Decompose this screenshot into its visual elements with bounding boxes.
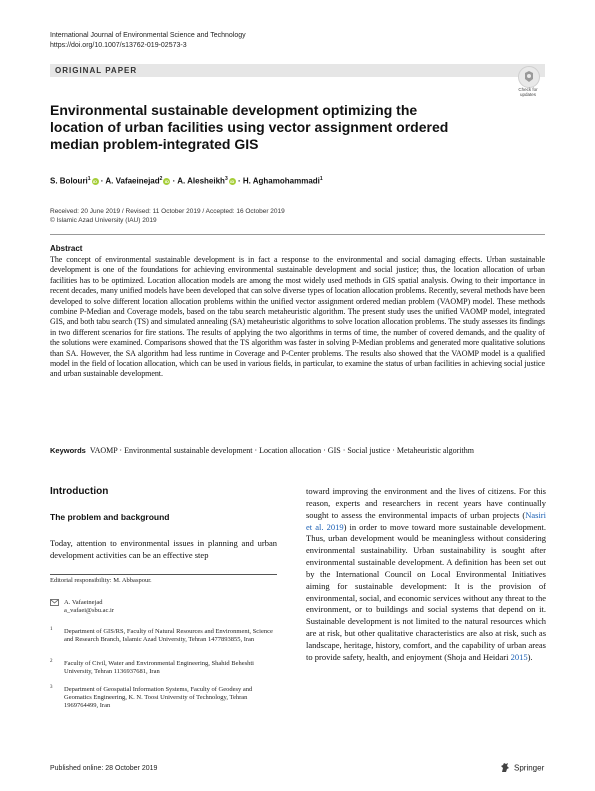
divider <box>50 234 545 235</box>
affiliation-number: 3 <box>50 685 53 690</box>
affiliation-number: 1 <box>50 627 53 632</box>
intro-paragraph: Today, attention to environmental issues in planning and urban development activities can be an effective step <box>50 538 277 560</box>
intro-paragraph-continued <box>306 486 546 664</box>
footnote-divider <box>50 574 277 575</box>
section-heading-introduction: Introduction <box>50 486 109 497</box>
body-text: toward improving the environment and the lives of citizens. For this reason, experts and researchers in recent years have continually sought to assess the environmental impacts of urban projects ( <box>306 486 546 520</box>
keywords-label: Keywords <box>50 446 86 455</box>
badge-label: Check for updates <box>518 87 538 97</box>
author-affiliation-mark: 2 <box>159 176 163 182</box>
springer-horse-icon <box>500 762 510 775</box>
copyright-line: © Islamic Azad University (IAU) 2019 <box>50 217 157 224</box>
publisher-logo[interactable] <box>500 762 544 775</box>
doi-link[interactable]: https://doi.org/10.1007/s13762-019-02573-3 <box>50 42 187 49</box>
affiliation-number: 2 <box>50 659 53 664</box>
article-dates <box>50 207 285 225</box>
author-separator: · <box>235 176 243 186</box>
affiliation-1 <box>50 628 277 644</box>
author-affiliation-mark: 3 <box>224 176 228 182</box>
author-affiliation-mark: 1 <box>87 176 91 182</box>
author-separator: · <box>170 176 178 186</box>
affiliation-text: Faculty of Civil, Water and Environmental Engineering, Shahid Beheshti University, Tehran 1136937681, Iran <box>64 660 254 676</box>
body-text: ). <box>527 651 533 662</box>
article-title: Environmental sustainable development optimizing the location of urban facilities using vector assignment ordered median problem-integrated GIS <box>50 102 449 152</box>
corresponding-email[interactable]: a_vafaei@sbu.ac.ir <box>64 607 115 615</box>
abstract-text: The concept of environmental sustainable development is in fact a response to the environmental and social damaging effects. Urban sustainable development is one of the foundations for achieving environmental sustainable development and social justice; thus, the location allocation of urban facilities has to be optimized. Location allocation models are among the most widely used methods in GIS spatial analysis. Owing to their importance in recent decades, many unified models have been developed that can solve diverse types of location allocation problems. Recently, several methods have been developed to solve different location allocation problems within the unified vector assignment ordered median problem (VAOMP) model. These methods combine P-Median and Coverage models, based on the tabu search metaheuristic algorithm. The present study uses the unified VAOMP model, integrated GIS, and both tabu search (TS) and simulated annealing (SA) metaheuristic algorithms to solve location allocation problems. The study assesses its findings in two different scenarios for fire stations. The results of applying the two algorithms in terms of time, the number of covered demands, and the quality of the solutions were examined. Comparisons showed that the TS algorithm was faster in solving P-Median problems and generated more qualitative solutions than SA. However, the SA algorithm had less runtime in Coverage and P-Center problems. The results also showed that the VAOMP model is a qualified model in the field of location allocation, which can be used in various fields, in particular, to examine the status of urban facilities in achieving social justice and urban sustainable development. <box>50 255 545 379</box>
keywords <box>50 446 545 456</box>
citation-year: 2019 <box>326 521 344 532</box>
author-name[interactable]: H. Aghamohammadi <box>242 176 320 186</box>
author-name[interactable]: S. Bolouri <box>50 176 88 186</box>
journal-header <box>50 31 246 51</box>
editorial-note: Editorial responsibility: M. Abbaspour. <box>50 577 152 584</box>
orcid-icon[interactable]: iD <box>164 179 169 185</box>
journal-name: International Journal of Environmental Science and Technology <box>50 32 246 39</box>
subsection-heading: The problem and background <box>50 512 170 522</box>
affiliation-3 <box>50 686 277 711</box>
publisher-name: Springer <box>514 763 545 773</box>
abstract-heading: Abstract <box>50 244 83 253</box>
envelope-icon <box>50 599 59 609</box>
corresponding-name: A. Vafaeinejad <box>64 599 103 606</box>
orcid-icon[interactable]: iD <box>93 179 98 185</box>
affiliation-text: Department of GIS/RS, Faculty of Natural Resources and Environment, Science and Research Branch, Islamic Azad University, Tehran 1477893855, Iran <box>64 628 273 644</box>
author-name[interactable]: A. Alesheikh <box>177 176 225 186</box>
author-list <box>50 176 323 186</box>
affiliation-2 <box>50 660 277 676</box>
author-affiliation-mark: 1 <box>319 176 323 182</box>
citation-shoja[interactable]: 2015 <box>510 651 528 662</box>
author-separator: · <box>98 176 106 186</box>
body-text: ) in order to move toward more sustainable development. Thus, urban development would be meaningless without considering environmental sustainability. Urban sustainability is sought after environmental sustainable development. A definition has been set out by the International Council on Local Environmental Initiatives aiming for sustainable development: It is the provision of environmental, social, and economic services without any threat to the environment, or to buildings and social systems that depend on it. Sustainable development is not limited to the natural resources which are at risk, but other qualitative characteristics are also at risk, such as landscape, heritage, history, comfort, and the capability of urban areas to provide safety, health, and enjoyment (Shoja and Heidari <box>306 521 546 662</box>
update-icon <box>518 66 540 88</box>
author-name[interactable]: A. Vafaeinejad <box>105 176 160 186</box>
corresponding-author <box>50 599 277 615</box>
history-dates: Received: 20 June 2019 / Revised: 11 October 2019 / Accepted: 16 October 2019 <box>50 208 285 215</box>
keywords-list: VAOMP · Environmental sustainable development · Location allocation · GIS · Social justice · Metaheuristic algorithm <box>89 446 474 455</box>
check-for-updates-badge[interactable] <box>514 66 542 100</box>
published-date: Published online: 28 October 2019 <box>50 765 158 772</box>
citation-authors: Nasiri et al. <box>306 509 546 532</box>
affiliation-text: Department of Geospatial Information Systems, Faculty of Geodesy and Geomatics Engineering, K. N. Toosi University of Technology, Tehran 1969764499, Iran <box>64 686 253 710</box>
orcid-icon[interactable]: iD <box>230 179 235 185</box>
section-label: ORIGINAL PAPER <box>55 66 138 75</box>
